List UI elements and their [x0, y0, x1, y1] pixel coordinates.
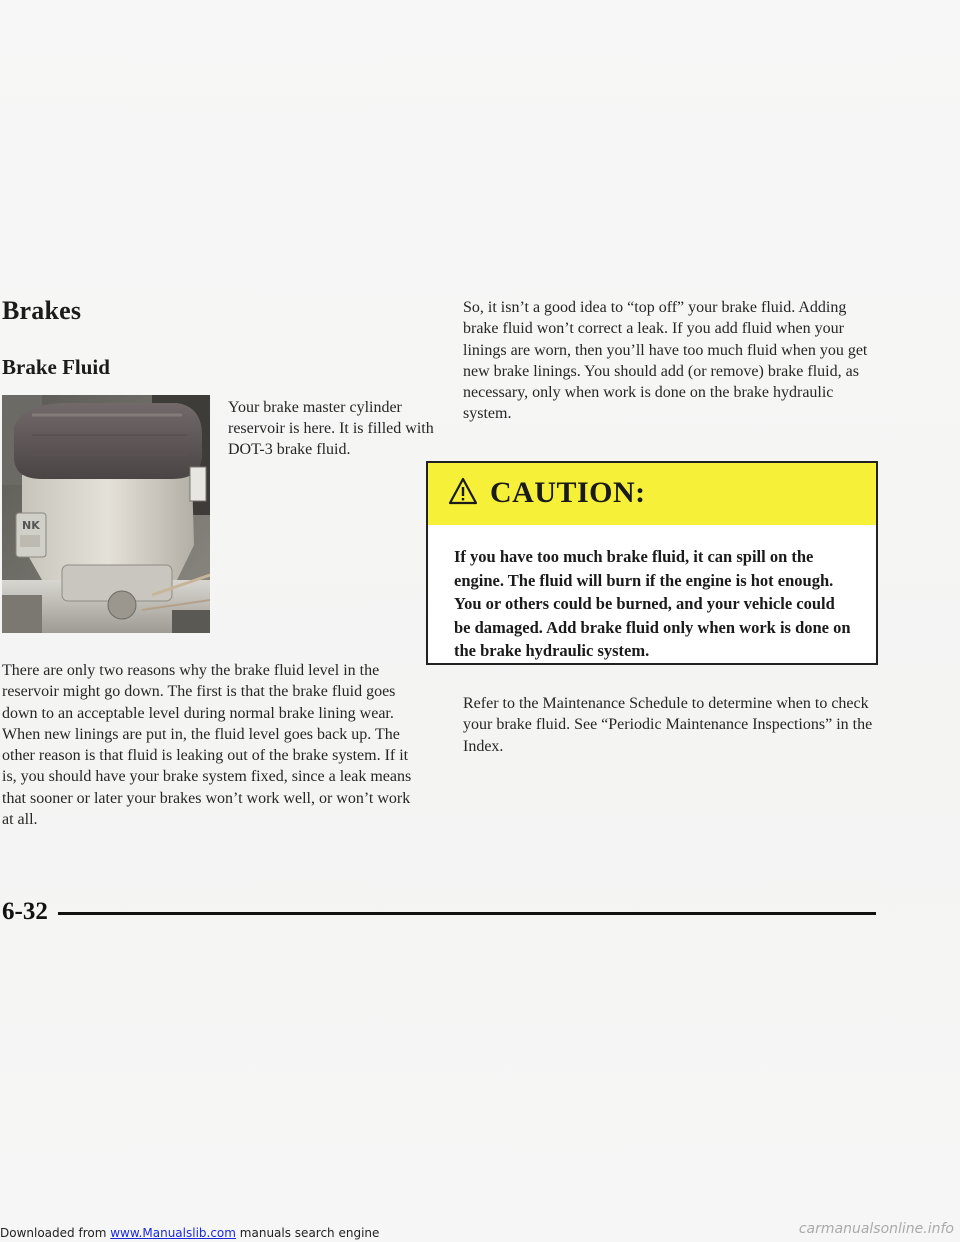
reservoir-decal-text: NK [22, 519, 40, 532]
subsection-title: Brake Fluid [2, 355, 110, 379]
caution-text: If you have too much brake fluid, it can spill on the engine. The fluid will burn if the engine is hot enough. You or others could be burned, and your vehicle could be damaged. Add brake fluid only when work is done on the brake hydraulic system. [454, 547, 851, 660]
footer-suffix: manuals search engine [239, 1226, 380, 1240]
intro-paragraph: Your brake master cylinder reservoir is here. It is filled with DOT-3 brake fluid. [228, 399, 434, 458]
page-rule [58, 912, 876, 915]
page-number: 6-32 [2, 898, 48, 925]
caution-header [428, 463, 876, 525]
top-off-paragraph: So, it isn’t a good idea to “top off” your brake fluid. Adding brake fluid won’t correct a leak. If you add fluid when your linings are worn, then you’ll have too much fluid when you get new brake linings. You should add (or remove) brake fluid, as necessary, only when work is done on the brake hydraulic system. [463, 299, 868, 423]
section-title: Brakes [2, 296, 82, 325]
brake-reservoir-photo [2, 395, 210, 633]
caution-label: CAUTION: [490, 476, 646, 509]
download-footer [0, 1226, 379, 1240]
warning-triangle-icon [448, 477, 478, 505]
maintenance-reference-paragraph: Refer to the Maintenance Schedule to determine when to check your brake fluid. See “Periodic Maintenance Inspections” in the Index. [463, 695, 873, 755]
footer-prefix: Downloaded from [0, 1226, 107, 1240]
watermark: carmanualsonline.info [798, 1221, 954, 1237]
caution-box [426, 461, 878, 665]
brake-fluid-level-paragraph: There are only two reasons why the brake fluid level in the reservoir might go down. The first is that the brake fluid goes down to an acceptable level during normal brake lining wear. When new linings are put in, the fluid level goes back up. The other reason is that fluid is leaking out of the brake system. If it is, you should have your brake system fixed, since a leak means that sooner or later your brakes won’t work well, or won’t work at all. [2, 662, 412, 829]
manualslib-link[interactable]: www.Manualslib.com [110, 1226, 236, 1240]
